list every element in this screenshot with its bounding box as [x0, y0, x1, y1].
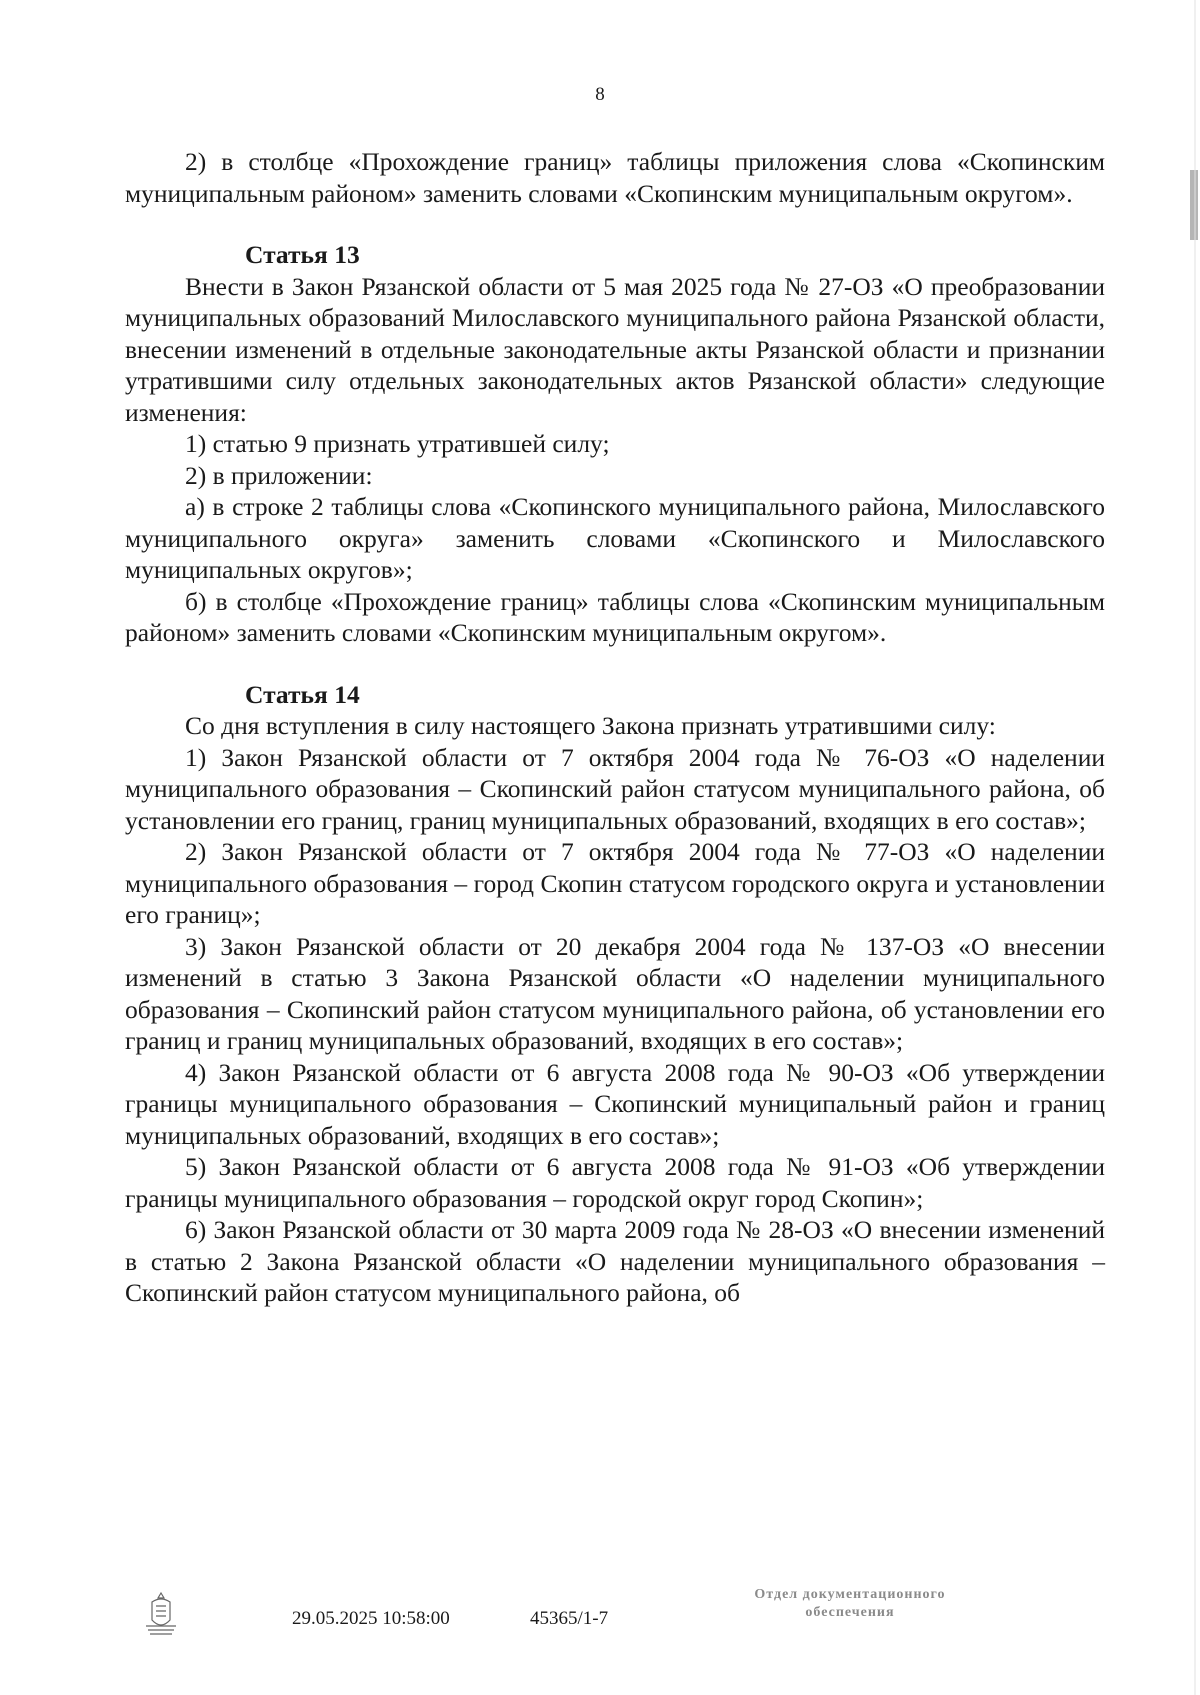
stamp-line: обеспечения: [805, 1605, 895, 1620]
paragraph: 1) статью 9 признать утратившей силу;: [185, 429, 610, 458]
page-number: 8: [595, 84, 605, 105]
paragraph: 4) Закон Рязанской области от 6 августа 2008 года № 90-ОЗ «Об утверждении границы муниципального образования – Скопинский муниципальный район и границ муниципальных образований, входящих в его состав»;: [125, 1057, 1105, 1150]
registration-number: 45365/1-7: [530, 1608, 609, 1629]
paragraph: 5) Закон Рязанской области от 6 августа 2008 года № 91-ОЗ «Об утверждении границы муниципального образования – городской округ город Скопин»;: [125, 1152, 1105, 1213]
department-stamp: [700, 1586, 1000, 1622]
paragraph: Внести в Закон Рязанской области от 5 мая 2025 года № 27-ОЗ «О преобразовании муниципальных образований Милославского муниципального района Рязанской области, внесении изменений в отдельные законодательные акты Рязанской области и признании утратившими силу отдельных законодательных актов Рязанской области» следующие изменения:: [125, 271, 1105, 427]
paragraph: б) в столбце «Прохождение границ» таблицы слова «Скопинским муниципальным районом» заменить словами «Скопинским муниципальным округом».: [125, 586, 1105, 647]
spacer: [125, 649, 1105, 679]
scan-edge-artifact: [1186, 0, 1200, 1695]
paragraph: 2) Закон Рязанской области от 7 октября 2004 года № 77-ОЗ «О наделении муниципального образования – город Скопин статусом городского округа и установлении его границ»;: [125, 837, 1105, 929]
paragraph: 3) Закон Рязанской области от 20 декабря 2004 года № 137-ОЗ «О внесении изменений в статью 3 Закона Рязанской области «О наделении муниципального образования – Скопинский район статусом муниципального района, об установлении его границ и границ муниципальных образований, входящих в его состав»;: [125, 931, 1105, 1055]
paragraph: 2) в столбце «Прохождение границ» таблицы приложения слова «Скопинским муниципальным районом» заменить словами «Скопинским муниципальным округом».: [125, 147, 1105, 208]
stamp-line: Отдел документационного: [754, 1587, 946, 1602]
paragraph: 2) в приложении:: [185, 460, 373, 490]
spacer: [125, 209, 1105, 239]
document-footer: [0, 1587, 1200, 1662]
document-body: [125, 146, 1105, 1309]
article-14-title: Статья 14: [245, 679, 360, 709]
paragraph: Со дня вступления в силу настоящего Закона признать утратившими силу:: [185, 711, 996, 740]
coat-of-arms-icon: [138, 1590, 184, 1636]
paragraph: а) в строке 2 таблицы слова «Скопинского муниципального района, Милославского муниципального округа» заменить словами «Скопинского и Милославского муниципальных округов»;: [125, 492, 1105, 584]
paragraph: 6) Закон Рязанской области от 30 марта 2009 года № 28-ОЗ «О внесении изменений в статью 2 Закона Рязанской области «О наделении муниципального образования – Скопинский район статусом муниципального района, об: [125, 1215, 1105, 1307]
registration-datetime: 29.05.2025 10:58:00: [292, 1608, 450, 1629]
paragraph: 1) Закон Рязанской области от 7 октября 2004 года № 76-ОЗ «О наделении муниципального образования – Скопинский район статусом муниципального района, об установлении его границ, границ муниципальных образований, входящих в его состав»;: [125, 742, 1105, 835]
article-13-title: Статья 13: [245, 240, 360, 269]
